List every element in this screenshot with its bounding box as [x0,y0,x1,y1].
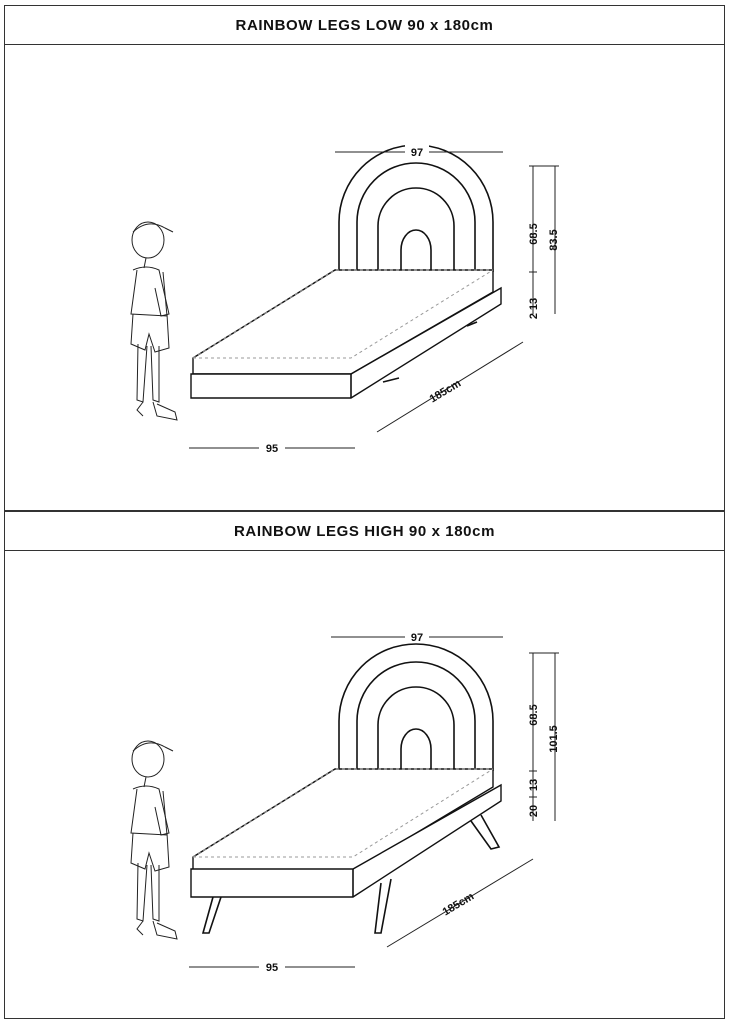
svg-text:13: 13 [528,778,540,792]
child-figure-icon [131,222,177,420]
panel-rainbow-legs-high [4,511,725,1019]
headboard-rainbow [339,145,493,272]
svg-text:2: 2 [528,312,540,320]
bed-low-diagram [5,44,724,510]
svg-text:95: 95 [265,962,279,974]
svg-text:68.5: 68.5 [528,223,540,245]
svg-text:97: 97 [410,632,424,644]
child-figure-icon [131,741,177,939]
drawing-low [5,44,724,515]
svg-text:13: 13 [528,297,540,311]
headboard-rainbow [339,644,493,771]
dim-headboard-width [335,144,503,159]
dim-vertical [528,166,560,319]
svg-text:20: 20 [528,804,540,818]
dim-width [189,959,355,974]
dim-label: 97 [410,147,424,159]
dim-headboard-width [331,629,503,644]
bed-high-diagram [5,549,724,1017]
panel-rainbow-legs-low [4,5,725,511]
drawing-high [5,549,724,1022]
svg-text:83.5: 83.5 [548,229,560,251]
panel-title: RAINBOW LEGS HIGH 90 x 180cm [5,511,724,551]
dim-vertical [528,653,560,821]
panel-title: RAINBOW LEGS LOW 90 x 180cm [5,6,724,45]
svg-text:68.5: 68.5 [528,704,540,726]
svg-text:95: 95 [265,443,279,455]
dim-width [189,440,355,455]
dim-length [387,859,533,947]
svg-text:185cm: 185cm [427,377,464,406]
svg-text:185cm: 185cm [440,890,477,919]
svg-text:101.5: 101.5 [548,725,560,753]
